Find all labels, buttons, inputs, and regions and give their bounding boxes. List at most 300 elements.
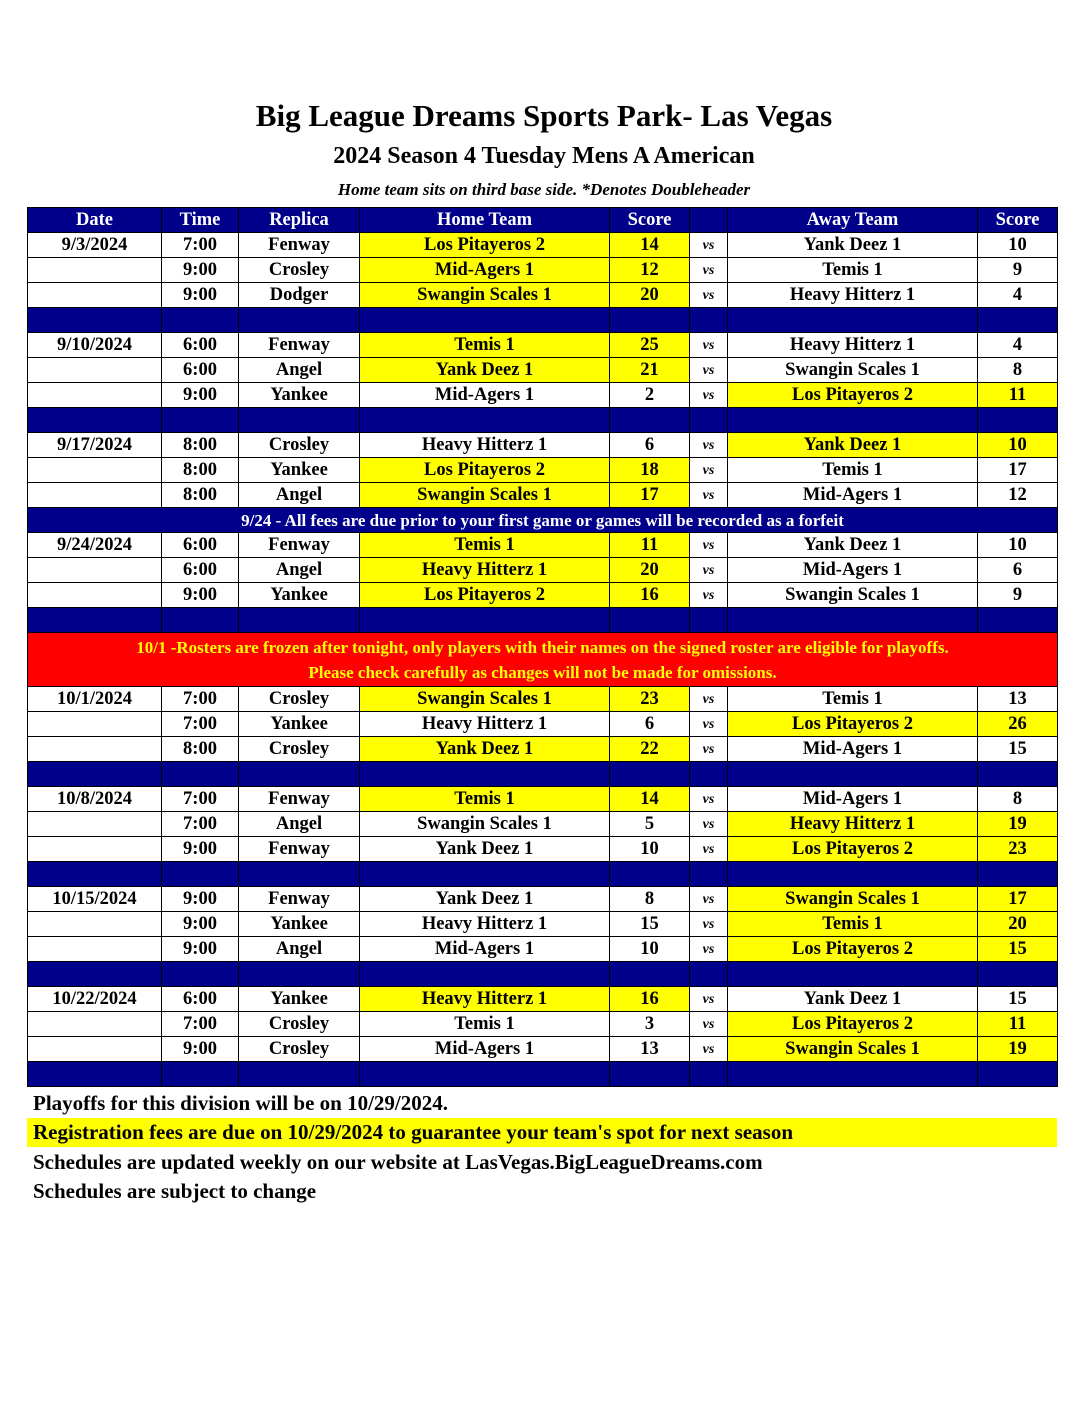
game-field: Fenway	[239, 787, 360, 812]
game-date: 9/24/2024	[28, 533, 162, 558]
game-row	[28, 912, 1058, 937]
week-separator-row	[28, 862, 1058, 887]
game-field: Yankee	[239, 383, 360, 408]
separator-cell	[978, 408, 1058, 433]
game-row	[28, 583, 1058, 608]
separator-cell	[690, 308, 728, 333]
separator-cell	[610, 762, 690, 787]
separator-cell	[978, 308, 1058, 333]
away-team: Los Pitayeros 2	[728, 383, 978, 408]
table-header-row	[28, 208, 1058, 233]
separator-cell	[162, 308, 239, 333]
game-time: 8:00	[162, 737, 239, 762]
separator-cell	[239, 962, 360, 987]
separator-cell	[728, 762, 978, 787]
roster-alert-line1: 10/1 -Rosters are frozen after tonight, only players with their names on the signed roster are eligible for playoffs.	[136, 637, 949, 657]
game-field: Angel	[239, 812, 360, 837]
game-field: Yankee	[239, 458, 360, 483]
away-score: 17	[978, 458, 1058, 483]
away-team: Temis 1	[728, 912, 978, 937]
away-score: 9	[978, 258, 1058, 283]
home-score: 6	[610, 712, 690, 737]
home-score: 10	[610, 837, 690, 862]
game-date	[28, 712, 162, 737]
separator-cell	[978, 762, 1058, 787]
game-field: Crosley	[239, 433, 360, 458]
game-row	[28, 258, 1058, 283]
game-time: 7:00	[162, 687, 239, 712]
separator-cell	[28, 862, 162, 887]
separator-cell	[360, 1062, 610, 1087]
game-date	[28, 912, 162, 937]
separator-cell	[690, 608, 728, 633]
home-score: 11	[610, 533, 690, 558]
game-field: Fenway	[239, 333, 360, 358]
separator-cell	[728, 408, 978, 433]
game-row	[28, 483, 1058, 508]
fee-notice-row	[28, 508, 1058, 533]
away-team: Los Pitayeros 2	[728, 1012, 978, 1037]
away-score: 4	[978, 333, 1058, 358]
home-score: 3	[610, 1012, 690, 1037]
separator-cell	[162, 862, 239, 887]
home-score: 22	[610, 737, 690, 762]
game-time: 9:00	[162, 258, 239, 283]
game-field: Fenway	[239, 837, 360, 862]
away-team: Heavy Hitterz 1	[728, 283, 978, 308]
game-time: 6:00	[162, 987, 239, 1012]
game-row	[28, 383, 1058, 408]
away-score: 4	[978, 283, 1058, 308]
vs-label: vs	[690, 712, 728, 737]
separator-cell	[28, 608, 162, 633]
game-date: 9/3/2024	[28, 233, 162, 258]
separator-cell	[728, 1062, 978, 1087]
registration-note: Registration fees are due on 10/29/2024 to guarantee your team's spot for next season	[27, 1118, 1057, 1147]
vs-label: vs	[690, 687, 728, 712]
away-team: Yank Deez 1	[728, 987, 978, 1012]
separator-cell	[162, 408, 239, 433]
home-team: Heavy Hitterz 1	[360, 912, 610, 937]
home-score: 20	[610, 558, 690, 583]
separator-cell	[162, 762, 239, 787]
game-row	[28, 887, 1058, 912]
vs-label: vs	[690, 233, 728, 258]
game-field: Crosley	[239, 687, 360, 712]
home-team: Heavy Hitterz 1	[360, 558, 610, 583]
away-team: Mid-Agers 1	[728, 483, 978, 508]
col-header-time: Time	[162, 208, 239, 233]
vs-label: vs	[690, 737, 728, 762]
separator-cell	[162, 962, 239, 987]
separator-cell	[28, 762, 162, 787]
game-row	[28, 233, 1058, 258]
game-time: 7:00	[162, 812, 239, 837]
game-field: Crosley	[239, 737, 360, 762]
game-date	[28, 358, 162, 383]
game-date	[28, 1012, 162, 1037]
home-team: Mid-Agers 1	[360, 937, 610, 962]
home-score: 5	[610, 812, 690, 837]
vs-label: vs	[690, 912, 728, 937]
home-team: Swangin Scales 1	[360, 687, 610, 712]
game-time: 9:00	[162, 887, 239, 912]
away-team: Los Pitayeros 2	[728, 937, 978, 962]
page-subtitle: 2024 Season 4 Tuesday Mens A American	[333, 143, 755, 169]
vs-label: vs	[690, 558, 728, 583]
home-score: 15	[610, 912, 690, 937]
home-team: Heavy Hitterz 1	[360, 433, 610, 458]
week-separator-row	[28, 308, 1058, 333]
separator-cell	[690, 408, 728, 433]
game-field: Yankee	[239, 583, 360, 608]
away-score: 9	[978, 583, 1058, 608]
page-title: Big League Dreams Sports Park- Las Vegas	[255, 98, 833, 133]
vs-label: vs	[690, 937, 728, 962]
away-score: 10	[978, 533, 1058, 558]
away-score: 17	[978, 887, 1058, 912]
game-date: 10/22/2024	[28, 987, 162, 1012]
home-score: 18	[610, 458, 690, 483]
website-note: Schedules are updated weekly on our website at LasVegas.BigLeagueDreams.com	[33, 1150, 763, 1174]
game-row	[28, 533, 1058, 558]
game-time: 9:00	[162, 912, 239, 937]
home-score: 16	[610, 583, 690, 608]
vs-label: vs	[690, 483, 728, 508]
game-field: Dodger	[239, 283, 360, 308]
home-score: 25	[610, 333, 690, 358]
game-row	[28, 687, 1058, 712]
game-row	[28, 333, 1058, 358]
week-separator-row	[28, 608, 1058, 633]
home-team: Mid-Agers 1	[360, 1037, 610, 1062]
away-score: 19	[978, 1037, 1058, 1062]
week-separator-row	[28, 762, 1058, 787]
roster-alert-row	[28, 633, 1058, 687]
vs-label: vs	[690, 1037, 728, 1062]
separator-cell	[690, 862, 728, 887]
separator-cell	[610, 608, 690, 633]
game-date	[28, 583, 162, 608]
vs-label: vs	[690, 333, 728, 358]
home-team: Los Pitayeros 2	[360, 233, 610, 258]
home-score: 13	[610, 1037, 690, 1062]
home-score: 16	[610, 987, 690, 1012]
seating-note: Home team sits on third base side. *Denotes Doubleheader	[337, 180, 751, 199]
game-field: Crosley	[239, 258, 360, 283]
separator-cell	[610, 308, 690, 333]
week-separator-row	[28, 1062, 1058, 1087]
game-date	[28, 937, 162, 962]
game-date: 9/17/2024	[28, 433, 162, 458]
roster-alert-line2: Please check carefully as changes will not be made for omissions.	[308, 662, 777, 682]
game-field: Yankee	[239, 712, 360, 737]
away-score: 8	[978, 787, 1058, 812]
away-score: 11	[978, 383, 1058, 408]
game-row	[28, 837, 1058, 862]
separator-cell	[978, 862, 1058, 887]
game-time: 7:00	[162, 787, 239, 812]
away-team: Swangin Scales 1	[728, 583, 978, 608]
separator-cell	[28, 962, 162, 987]
away-team: Yank Deez 1	[728, 433, 978, 458]
game-time: 7:00	[162, 233, 239, 258]
separator-cell	[610, 862, 690, 887]
game-field: Angel	[239, 937, 360, 962]
game-row	[28, 558, 1058, 583]
game-row	[28, 737, 1058, 762]
separator-cell	[978, 1062, 1058, 1087]
home-team: Heavy Hitterz 1	[360, 712, 610, 737]
home-score: 6	[610, 433, 690, 458]
game-date	[28, 383, 162, 408]
separator-cell	[239, 308, 360, 333]
away-score: 19	[978, 812, 1058, 837]
game-date	[28, 837, 162, 862]
fee-notice: 9/24 - All fees are due prior to your first game or games will be recorded as a forfeit	[28, 508, 1058, 533]
away-team: Los Pitayeros 2	[728, 712, 978, 737]
col-header-home-team: Home Team	[360, 208, 610, 233]
away-team: Temis 1	[728, 687, 978, 712]
game-field: Yankee	[239, 912, 360, 937]
col-header-away-score: Score	[978, 208, 1058, 233]
separator-cell	[28, 1062, 162, 1087]
game-date	[28, 558, 162, 583]
home-team: Yank Deez 1	[360, 887, 610, 912]
game-time: 6:00	[162, 558, 239, 583]
away-team: Yank Deez 1	[728, 233, 978, 258]
game-row	[28, 283, 1058, 308]
separator-cell	[610, 962, 690, 987]
vs-label: vs	[690, 433, 728, 458]
home-score: 21	[610, 358, 690, 383]
game-date	[28, 812, 162, 837]
game-date: 10/8/2024	[28, 787, 162, 812]
game-time: 8:00	[162, 483, 239, 508]
home-score: 17	[610, 483, 690, 508]
vs-label: vs	[690, 383, 728, 408]
game-time: 9:00	[162, 1037, 239, 1062]
separator-cell	[978, 962, 1058, 987]
game-time: 9:00	[162, 583, 239, 608]
home-team: Swangin Scales 1	[360, 483, 610, 508]
away-score: 15	[978, 987, 1058, 1012]
game-field: Angel	[239, 558, 360, 583]
game-time: 9:00	[162, 937, 239, 962]
away-score: 15	[978, 737, 1058, 762]
away-score: 15	[978, 937, 1058, 962]
col-header-replica: Replica	[239, 208, 360, 233]
game-row	[28, 358, 1058, 383]
separator-cell	[728, 608, 978, 633]
game-field: Fenway	[239, 233, 360, 258]
separator-cell	[239, 762, 360, 787]
separator-cell	[728, 308, 978, 333]
separator-cell	[978, 608, 1058, 633]
game-time: 8:00	[162, 458, 239, 483]
separator-cell	[360, 762, 610, 787]
col-header-away-team: Away Team	[728, 208, 978, 233]
away-team: Swangin Scales 1	[728, 887, 978, 912]
game-date	[28, 737, 162, 762]
away-team: Heavy Hitterz 1	[728, 333, 978, 358]
separator-cell	[360, 862, 610, 887]
game-field: Angel	[239, 483, 360, 508]
vs-label: vs	[690, 887, 728, 912]
separator-cell	[239, 608, 360, 633]
separator-cell	[610, 1062, 690, 1087]
week-separator-row	[28, 408, 1058, 433]
game-row	[28, 458, 1058, 483]
separator-cell	[162, 608, 239, 633]
separator-cell	[239, 1062, 360, 1087]
away-score: 13	[978, 687, 1058, 712]
away-score: 23	[978, 837, 1058, 862]
game-time: 6:00	[162, 533, 239, 558]
home-score: 20	[610, 283, 690, 308]
separator-cell	[28, 408, 162, 433]
away-team: Heavy Hitterz 1	[728, 812, 978, 837]
home-team: Mid-Agers 1	[360, 383, 610, 408]
away-score: 12	[978, 483, 1058, 508]
game-date	[28, 458, 162, 483]
separator-cell	[690, 962, 728, 987]
vs-label: vs	[690, 533, 728, 558]
subject-note: Schedules are subject to change	[33, 1179, 317, 1203]
home-team: Temis 1	[360, 533, 610, 558]
away-team: Yank Deez 1	[728, 533, 978, 558]
vs-label: vs	[690, 258, 728, 283]
separator-cell	[162, 1062, 239, 1087]
away-score: 26	[978, 712, 1058, 737]
vs-label: vs	[690, 812, 728, 837]
away-team: Temis 1	[728, 258, 978, 283]
home-score: 10	[610, 937, 690, 962]
game-date	[28, 1037, 162, 1062]
separator-cell	[239, 862, 360, 887]
vs-label: vs	[690, 358, 728, 383]
away-score: 10	[978, 233, 1058, 258]
col-header-date: Date	[28, 208, 162, 233]
schedule-table	[27, 207, 1058, 1087]
home-team: Temis 1	[360, 787, 610, 812]
game-field: Fenway	[239, 887, 360, 912]
home-team: Temis 1	[360, 333, 610, 358]
away-score: 20	[978, 912, 1058, 937]
home-score: 2	[610, 383, 690, 408]
game-row	[28, 812, 1058, 837]
home-team: Swangin Scales 1	[360, 812, 610, 837]
game-row	[28, 1012, 1058, 1037]
game-field: Yankee	[239, 987, 360, 1012]
separator-cell	[728, 862, 978, 887]
home-score: 14	[610, 233, 690, 258]
away-team: Swangin Scales 1	[728, 358, 978, 383]
separator-cell	[360, 608, 610, 633]
game-date	[28, 283, 162, 308]
separator-cell	[690, 762, 728, 787]
roster-alert	[28, 633, 1058, 687]
game-time: 6:00	[162, 358, 239, 383]
separator-cell	[239, 408, 360, 433]
away-team: Temis 1	[728, 458, 978, 483]
separator-cell	[360, 962, 610, 987]
game-row	[28, 987, 1058, 1012]
home-team: Los Pitayeros 2	[360, 583, 610, 608]
game-date: 10/15/2024	[28, 887, 162, 912]
col-header-vs	[690, 208, 728, 233]
game-row	[28, 1037, 1058, 1062]
away-score: 8	[978, 358, 1058, 383]
game-row	[28, 433, 1058, 458]
game-time: 7:00	[162, 1012, 239, 1037]
game-date: 9/10/2024	[28, 333, 162, 358]
game-time: 8:00	[162, 433, 239, 458]
game-field: Angel	[239, 358, 360, 383]
separator-cell	[360, 308, 610, 333]
home-score: 8	[610, 887, 690, 912]
home-score: 12	[610, 258, 690, 283]
vs-label: vs	[690, 787, 728, 812]
game-date: 10/1/2024	[28, 687, 162, 712]
away-team: Mid-Agers 1	[728, 787, 978, 812]
away-team: Mid-Agers 1	[728, 558, 978, 583]
separator-cell	[690, 1062, 728, 1087]
home-team: Yank Deez 1	[360, 837, 610, 862]
vs-label: vs	[690, 583, 728, 608]
separator-cell	[728, 962, 978, 987]
away-team: Mid-Agers 1	[728, 737, 978, 762]
away-team: Los Pitayeros 2	[728, 837, 978, 862]
playoffs-note: Playoffs for this division will be on 10/29/2024.	[33, 1091, 448, 1115]
vs-label: vs	[690, 837, 728, 862]
game-date	[28, 483, 162, 508]
week-separator-row	[28, 962, 1058, 987]
home-team: Temis 1	[360, 1012, 610, 1037]
game-field: Crosley	[239, 1037, 360, 1062]
game-date	[28, 258, 162, 283]
col-header-home-score: Score	[610, 208, 690, 233]
game-time: 7:00	[162, 712, 239, 737]
home-team: Los Pitayeros 2	[360, 458, 610, 483]
away-team: Swangin Scales 1	[728, 1037, 978, 1062]
game-time: 9:00	[162, 383, 239, 408]
home-team: Swangin Scales 1	[360, 283, 610, 308]
game-row	[28, 937, 1058, 962]
schedule-body	[28, 233, 1058, 1087]
game-field: Crosley	[239, 1012, 360, 1037]
vs-label: vs	[690, 283, 728, 308]
home-team: Yank Deez 1	[360, 358, 610, 383]
game-row	[28, 712, 1058, 737]
home-team: Heavy Hitterz 1	[360, 987, 610, 1012]
vs-label: vs	[690, 458, 728, 483]
vs-label: vs	[690, 987, 728, 1012]
game-time: 9:00	[162, 283, 239, 308]
separator-cell	[610, 408, 690, 433]
away-score: 11	[978, 1012, 1058, 1037]
vs-label: vs	[690, 1012, 728, 1037]
game-time: 9:00	[162, 837, 239, 862]
away-score: 6	[978, 558, 1058, 583]
away-score: 10	[978, 433, 1058, 458]
home-score: 23	[610, 687, 690, 712]
separator-cell	[360, 408, 610, 433]
home-team: Yank Deez 1	[360, 737, 610, 762]
separator-cell	[28, 308, 162, 333]
game-row	[28, 787, 1058, 812]
game-time: 6:00	[162, 333, 239, 358]
